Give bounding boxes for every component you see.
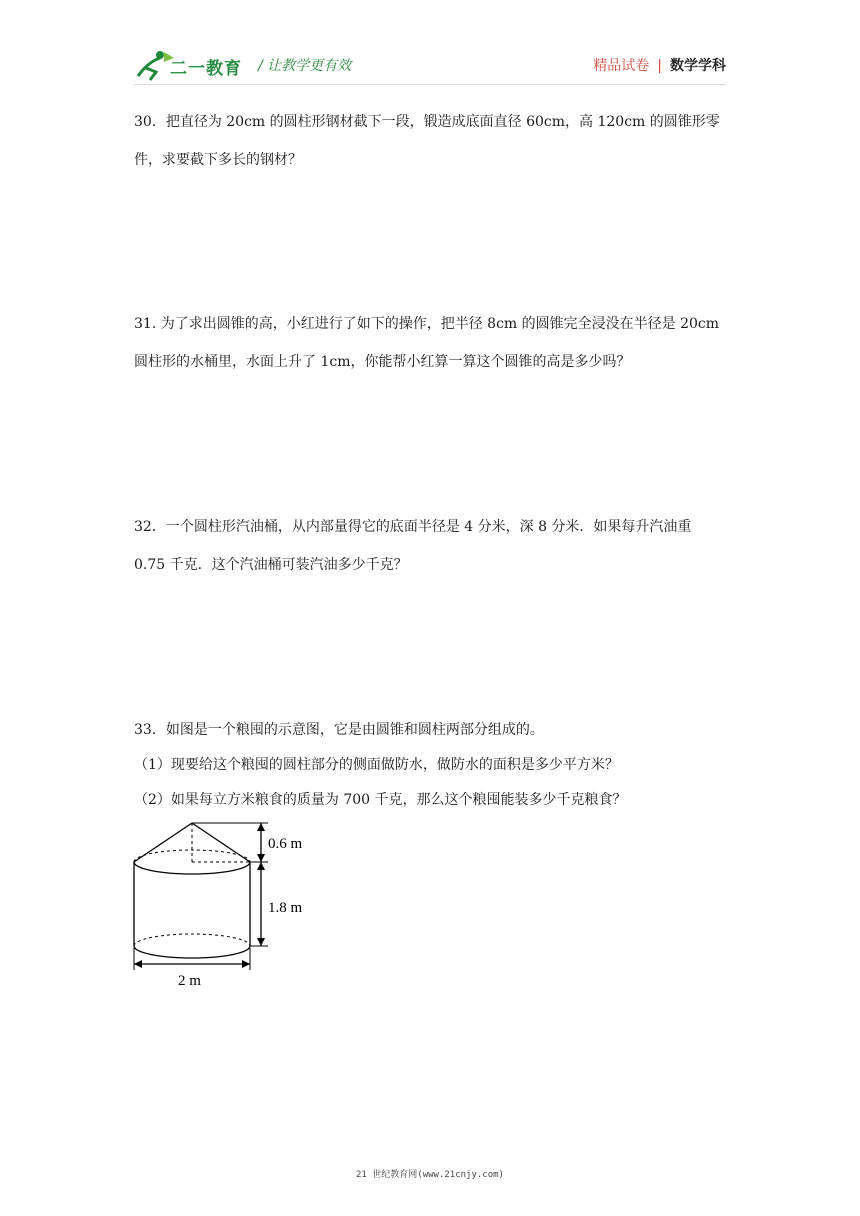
exam-label: 精品试卷 xyxy=(593,58,650,74)
question-32 xyxy=(134,508,734,584)
question-text: 30．把直径为 20cm 的圆柱形钢材截下一段，锻造成底面直径 60cm，高 120cm 的圆锥形零 xyxy=(134,114,720,130)
arrow-icon xyxy=(257,862,265,870)
diameter-label: 2 m xyxy=(178,973,201,989)
brand-name: 二一教育 xyxy=(170,59,242,79)
question-31 xyxy=(134,305,734,381)
cylinder-height-label: 1.8 m xyxy=(268,900,303,916)
question-text: 圆柱形的水桶里，水面上升了 1cm，你能帮小红算一算这个圆锥的高是多少吗？ xyxy=(134,354,631,370)
question-text: 件，求要截下多长的钢材？ xyxy=(134,152,302,168)
cone-height-label: 0.6 m xyxy=(268,836,303,852)
granary-diagram xyxy=(128,818,328,993)
header-divider xyxy=(134,84,726,85)
question-text: 33．如图是一个粮囤的示意图，它是由圆锥和圆柱两部分组成的。 xyxy=(134,722,544,738)
arrow-icon xyxy=(242,960,250,968)
question-30 xyxy=(134,103,734,179)
header-right xyxy=(593,55,726,75)
brand-slogan: / 让教学更有效 xyxy=(258,58,352,74)
subject-label: 数学学科 xyxy=(670,58,726,74)
page-header xyxy=(0,0,860,90)
header-separator: | xyxy=(657,58,662,74)
arrow-icon xyxy=(257,938,265,946)
arrow-icon xyxy=(257,823,265,831)
page-footer: 21 世纪教育网(www.21cnjy.com) xyxy=(356,1170,504,1180)
bottom-ellipse-back xyxy=(134,934,250,946)
cone-left-edge xyxy=(134,823,192,862)
arrow-icon xyxy=(134,960,142,968)
question-33 xyxy=(134,713,734,818)
question-text: 32．一个圆柱形汽油桶，从内部量得它的底面半径是 4 分米，深 8 分米．如果每升汽油重 xyxy=(134,519,692,535)
question-text: 0.75 千克．这个汽油桶可装汽油多少千克？ xyxy=(134,557,408,573)
arrow-icon xyxy=(257,854,265,862)
question-subpart: （1）现要给这个粮囤的圆柱部分的侧面做防水，做防水的面积是多少平方米？ xyxy=(134,757,619,773)
bottom-ellipse-front xyxy=(134,946,250,958)
question-subpart: （2）如果每立方米粮食的质量为 700 千克，那么这个粮囤能装多少千克粮食？ xyxy=(134,792,627,808)
question-text: 31. 为了求出圆锥的高，小红进行了如下的操作，把半径 8cm 的圆锥完全浸没在半径是 20cm xyxy=(134,316,720,332)
top-ellipse-front xyxy=(134,862,250,874)
